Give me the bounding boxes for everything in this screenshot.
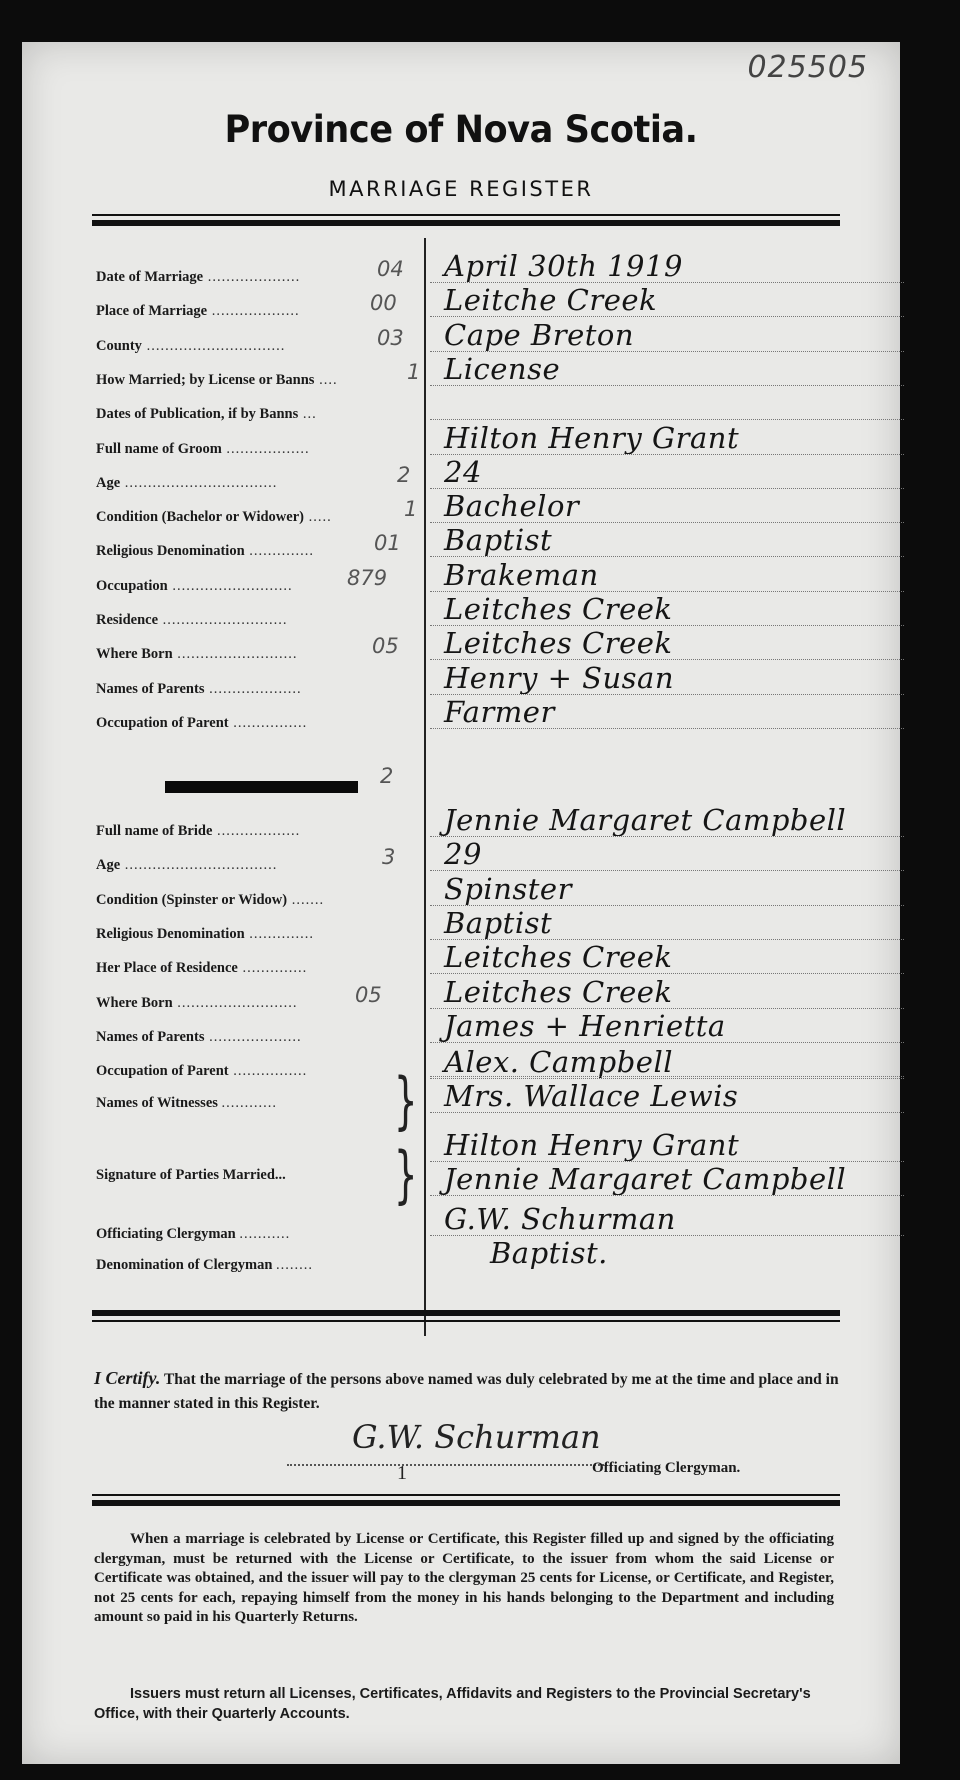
witness-1-value: Alex. Campbell	[430, 1045, 904, 1079]
groom-field-value: Bachelor	[430, 489, 904, 523]
signatures-brace: }	[393, 1138, 418, 1211]
bride-field-value	[430, 1043, 904, 1077]
leader-dots: ....	[314, 371, 338, 388]
bride-field-code: 05	[355, 982, 382, 1007]
signatures-label-row	[96, 1167, 416, 1184]
header-rule-thin	[92, 214, 840, 216]
groom-field-value: 24	[430, 455, 904, 489]
groom-field-code: 05	[372, 634, 399, 659]
certify-text: That the marriage of the persons above named was duly celebrated by me at the time and place and in the manner stated in this Register.	[94, 1371, 839, 1412]
bride-field-value: James + Henrietta	[430, 1009, 904, 1043]
bride-field-code: 3	[382, 845, 396, 870]
witnesses-label: Names of Witnesses	[96, 1095, 218, 1111]
groom-label-row	[96, 441, 416, 458]
groom-field-label: Place of Marriage	[96, 303, 208, 320]
leader-dots: ..............	[244, 543, 315, 560]
groom-field-code: 04	[377, 257, 404, 281]
leader-dots: ....................	[204, 680, 302, 697]
leader-dots: ................	[228, 1063, 308, 1080]
groom-field-label: County	[96, 337, 142, 354]
bride-label-row	[96, 857, 416, 874]
bride-label-row	[96, 960, 416, 977]
bride-field-label: Names of Parents	[96, 1028, 205, 1045]
stamp-number: 025505	[747, 50, 868, 85]
bride-field-label: Occupation of Parent	[96, 1063, 229, 1080]
issuers-notice: Issuers must return all Licenses, Certificates, Affidavits and Registers to the Provincial Secretary's Office, with their Quarterly Accounts.	[94, 1686, 811, 1722]
bride-field-value: Spinster	[430, 872, 904, 906]
groom-field-value: Farmer	[430, 695, 904, 729]
column-divider	[424, 238, 426, 1336]
groom-field-label: Names of Parents	[96, 680, 205, 697]
witness-2-value: Mrs. Wallace Lewis	[430, 1079, 904, 1113]
leader-dots: .....	[303, 509, 332, 526]
leader-dots: ..................	[221, 440, 310, 457]
groom-field-value: April 30th 1919	[430, 249, 904, 283]
bride-field-value: Leitches Creek	[430, 975, 904, 1009]
groom-label-row	[96, 372, 416, 389]
leader-dots: .......	[287, 891, 325, 908]
groom-field-value: Baptist	[430, 523, 904, 557]
leader-dots: ..............	[237, 960, 308, 977]
denomination-clergy-label-row: Denomination of Clergyman ........	[96, 1257, 314, 1273]
groom-field-label: Religious Denomination	[96, 543, 245, 560]
leader-dots: ..................	[212, 823, 301, 839]
groom-field-value: Leitches Creek	[430, 592, 904, 626]
form-subtitle: MARRIAGE REGISTER	[328, 177, 594, 201]
officiating-label: Officiating Clergyman	[96, 1226, 236, 1242]
groom-label-row	[96, 475, 416, 492]
leader-dots: ...................	[207, 303, 300, 320]
return-notice: When a marriage is celebrated by License or Certificate, this Register filled up and signed by the officiating clergyman, must be returned with the License or Certificate, to the issuer from whom the said License or Certificate was obtained, and the issuer will pay to the clergyman 25 cents for License, or Certificate, and Register, not 25 cents for each, repaying himself from the money in his hands belonging to the Department and including amount so paid in his Quarterly Returns.	[94, 1531, 834, 1625]
groom-field-label: Where Born	[96, 646, 173, 663]
leader-dots: ..............................	[141, 337, 286, 354]
leader-dots: ..........................	[167, 577, 293, 594]
groom-field-label: Condition (Bachelor or Widower)	[96, 509, 304, 526]
leader-dots: .................................	[120, 857, 278, 874]
denomination-clergy-label: Denomination of Clergyman	[96, 1257, 273, 1273]
groom-field-value: Leitches Creek	[430, 626, 904, 660]
section-separator-bar	[165, 781, 358, 793]
leader-dots: ..............	[244, 925, 315, 942]
groom-label-row	[96, 612, 416, 629]
leader-dots: .................................	[120, 474, 278, 491]
groom-field-label: Full name of Groom	[96, 440, 222, 457]
footer-rule-thin	[92, 1494, 840, 1496]
header-rule-thick	[92, 220, 840, 226]
groom-field-code: 03	[377, 325, 404, 350]
leader-dots: ................	[228, 714, 308, 731]
footer-rule-thick	[92, 1500, 840, 1506]
bride-field-label: Condition (Spinster or Widow)	[96, 891, 288, 908]
bride-label-row	[96, 1029, 416, 1046]
groom-label-row	[96, 715, 416, 732]
groom-field-label: Residence	[96, 612, 159, 628]
groom-field-value: Hilton Henry Grant	[430, 421, 904, 455]
denomination-clergy-value: Baptist.	[490, 1236, 608, 1269]
signature-groom-value: Hilton Henry Grant	[430, 1128, 904, 1162]
marriage-register-form	[22, 42, 900, 1764]
bride-field-value: Jennie Margaret Campbell	[430, 803, 904, 837]
bride-field-value: 29	[430, 837, 904, 871]
bride-field-label: Religious Denomination	[96, 925, 245, 942]
groom-label-row	[96, 338, 416, 355]
groom-label-row	[96, 269, 416, 286]
signature-bride-value: Jennie Margaret Campbell	[430, 1162, 904, 1196]
groom-label-row	[96, 543, 416, 560]
body-rule-thick	[92, 1310, 840, 1316]
officiating-label-row: Officiating Clergyman ...........	[96, 1226, 291, 1242]
leader-dots: ....................	[203, 269, 301, 285]
groom-field-code: 2	[397, 462, 411, 487]
certify-lead: I Certify.	[94, 1368, 161, 1388]
leader-dots: ..........................	[172, 994, 298, 1011]
witnesses-label-row: Names of Witnesses ............	[96, 1095, 278, 1111]
groom-field-value: Cape Breton	[430, 318, 904, 352]
leader-dots: ...	[298, 406, 317, 423]
bride-field-label: Where Born	[96, 994, 173, 1011]
groom-field-code: 00	[370, 291, 397, 316]
groom-field-label: How Married; by License or Banns	[96, 371, 315, 388]
bride-label-row	[96, 823, 416, 840]
clergy-signature: G.W. Schurman	[352, 1418, 601, 1456]
bride-label-row	[96, 892, 416, 909]
groom-field-value	[430, 386, 904, 420]
bride-field-label: Her Place of Residence	[96, 960, 238, 977]
groom-field-value: Henry + Susan	[430, 661, 904, 695]
clergy-mark: 1	[397, 1462, 407, 1484]
bride-label-row	[96, 1063, 416, 1080]
body-rule-thin	[92, 1320, 840, 1322]
leader-dots: ...........................	[158, 612, 288, 628]
groom-field-code: 1	[407, 359, 421, 384]
bride-field-label: Full name of Bride	[96, 823, 213, 839]
groom-field-label: Dates of Publication, if by Banns	[96, 406, 299, 423]
leader-dots: ....................	[204, 1028, 302, 1045]
groom-label-row	[96, 406, 416, 423]
groom-label-row	[96, 303, 416, 320]
bride-field-label: Age	[96, 857, 121, 874]
groom-field-value: License	[430, 352, 904, 386]
groom-field-label: Date of Marriage	[96, 269, 204, 285]
witnesses-brace: }	[393, 1064, 418, 1137]
groom-field-code: 1	[404, 497, 418, 522]
groom-label-row	[96, 509, 416, 526]
groom-label-row	[96, 681, 416, 698]
groom-field-label: Occupation	[96, 577, 168, 594]
page-title: Province of Nova Scotia.	[224, 108, 698, 151]
officiating-value: G.W. Schurman	[430, 1202, 904, 1236]
groom-field-code: 01	[374, 531, 401, 556]
separator-code: 2	[380, 764, 394, 788]
groom-label-row	[96, 646, 416, 663]
groom-field-code: 879	[347, 565, 388, 590]
bride-field-value: Baptist	[430, 906, 904, 940]
signatures-label: Signature of Parties Married...	[96, 1167, 286, 1183]
groom-field-label: Occupation of Parent	[96, 714, 229, 731]
bride-label-row	[96, 926, 416, 943]
bride-field-value: Leitches Creek	[430, 940, 904, 974]
groom-field-label: Age	[96, 474, 121, 491]
leader-dots: ..........................	[172, 646, 298, 663]
groom-field-value: Brakeman	[430, 558, 904, 592]
certify-paragraph	[94, 1366, 854, 1416]
groom-field-value: Leitche Creek	[430, 283, 904, 317]
clergy-signature-label: Officiating Clergyman.	[592, 1460, 741, 1476]
